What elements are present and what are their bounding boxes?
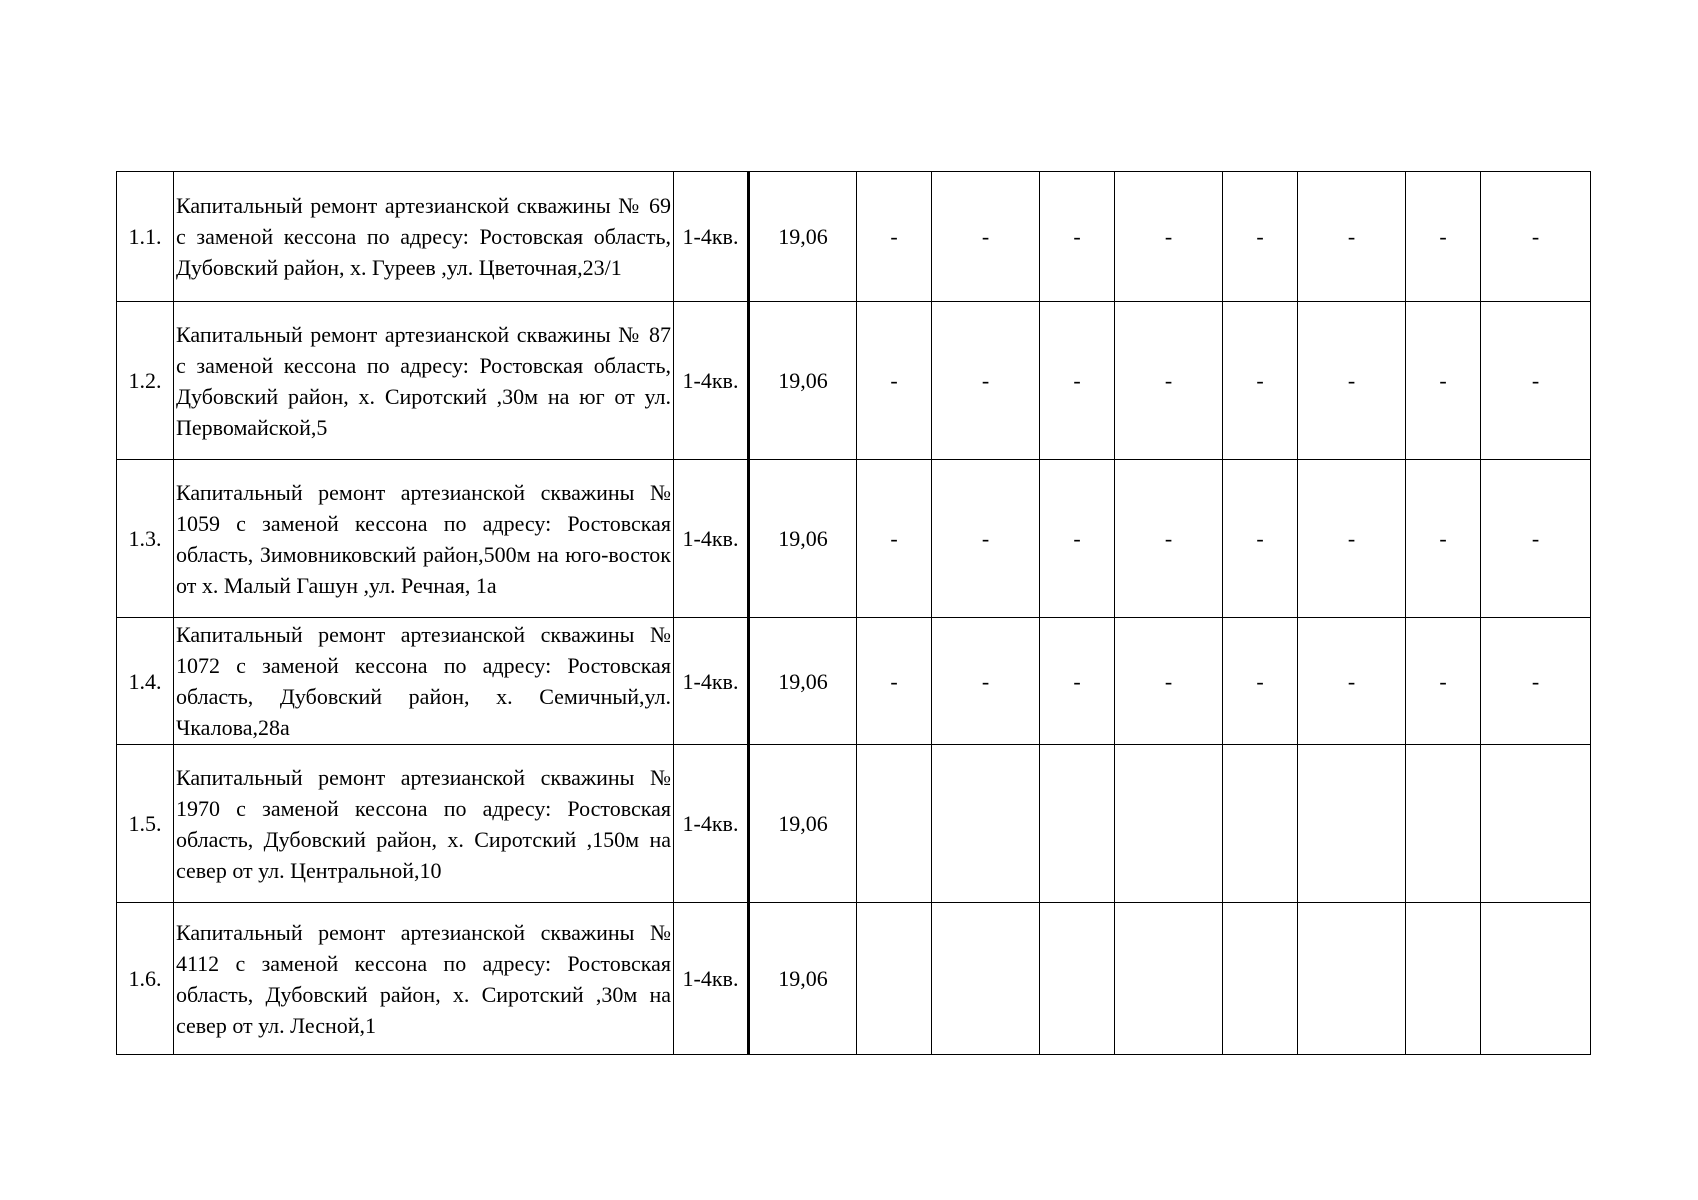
row-value-cell — [1223, 745, 1298, 903]
row-value-cell — [1115, 745, 1223, 903]
row-value-cell: - — [857, 302, 932, 460]
row-value-cell — [932, 745, 1040, 903]
row-value-cell — [1298, 745, 1406, 903]
row-amount-cell: 19,06 — [749, 745, 857, 903]
row-period-cell: 1-4кв. — [674, 302, 749, 460]
row-value-cell: - — [1223, 302, 1298, 460]
row-value-cell: - — [857, 460, 932, 618]
row-value-cell — [1298, 903, 1406, 1055]
row-value-cell — [1406, 745, 1481, 903]
row-description-cell: Капитальный ремонт артезианской скважины № 1059 с заменой кессона по адресу: Ростовская область, Зимовниковский район,500м на юго-восток от х. Малый Гашун ,ул. Речная, 1а — [174, 460, 674, 618]
row-period-cell: 1-4кв. — [674, 903, 749, 1055]
row-number-cell: 1.3. — [117, 460, 174, 618]
row-value-cell: - — [1298, 618, 1406, 745]
row-amount-cell: 19,06 — [749, 460, 857, 618]
row-number-cell: 1.5. — [117, 745, 174, 903]
row-value-cell: - — [1298, 302, 1406, 460]
table-row — [117, 618, 1591, 745]
row-value-cell — [1040, 745, 1115, 903]
row-value-cell — [1481, 745, 1591, 903]
row-value-cell: - — [1406, 302, 1481, 460]
row-amount-cell: 19,06 — [749, 302, 857, 460]
row-value-cell: - — [1115, 618, 1223, 745]
table-row — [117, 302, 1591, 460]
row-amount-cell: 19,06 — [749, 618, 857, 745]
row-description-cell: Капитальный ремонт артезианской скважины № 1072 с заменой кессона по адресу: Ростовская область, Дубовский район, х. Семичный,ул. Чкалова,28а — [174, 618, 674, 745]
row-value-cell: - — [1115, 460, 1223, 618]
works-table — [116, 171, 1591, 1055]
row-value-cell: - — [857, 172, 932, 302]
row-period-cell: 1-4кв. — [674, 460, 749, 618]
row-value-cell: - — [932, 460, 1040, 618]
row-value-cell: - — [1406, 172, 1481, 302]
row-value-cell: - — [1223, 618, 1298, 745]
row-value-cell: - — [1481, 460, 1591, 618]
row-value-cell — [1406, 903, 1481, 1055]
row-value-cell — [857, 903, 932, 1055]
row-period-cell: 1-4кв. — [674, 172, 749, 302]
table-row — [117, 460, 1591, 618]
row-value-cell: - — [1040, 460, 1115, 618]
row-value-cell: - — [1298, 172, 1406, 302]
row-description-cell: Капитальный ремонт артезианской скважины № 4112 с заменой кессона по адресу: Ростовская область, Дубовский район, х. Сиротский ,30м на север от ул. Лесной,1 — [174, 903, 674, 1055]
row-value-cell: - — [1040, 618, 1115, 745]
row-value-cell: - — [1298, 460, 1406, 618]
row-value-cell: - — [1406, 460, 1481, 618]
row-value-cell: - — [1406, 618, 1481, 745]
table-body — [117, 172, 1591, 1055]
row-value-cell: - — [1481, 172, 1591, 302]
row-number-cell: 1.1. — [117, 172, 174, 302]
row-amount-cell: 19,06 — [749, 903, 857, 1055]
row-value-cell: - — [1481, 618, 1591, 745]
row-value-cell: - — [1223, 460, 1298, 618]
row-value-cell: - — [1115, 172, 1223, 302]
row-number-cell: 1.4. — [117, 618, 174, 745]
row-value-cell — [857, 745, 932, 903]
row-number-cell: 1.2. — [117, 302, 174, 460]
table-row — [117, 172, 1591, 302]
row-amount-cell: 19,06 — [749, 172, 857, 302]
row-value-cell: - — [932, 172, 1040, 302]
row-value-cell: - — [1040, 172, 1115, 302]
row-value-cell: - — [932, 618, 1040, 745]
row-value-cell: - — [1223, 172, 1298, 302]
row-number-cell: 1.6. — [117, 903, 174, 1055]
row-description-cell: Капитальный ремонт артезианской скважины № 87 с заменой кессона по адресу: Ростовская область, Дубовский район, х. Сиротский ,30м на юг от ул. Первомайской,5 — [174, 302, 674, 460]
row-value-cell — [932, 903, 1040, 1055]
row-period-cell: 1-4кв. — [674, 745, 749, 903]
row-period-cell: 1-4кв. — [674, 618, 749, 745]
row-value-cell — [1481, 903, 1591, 1055]
row-value-cell: - — [1115, 302, 1223, 460]
row-description-cell: Капитальный ремонт артезианской скважины № 69 с заменой кессона по адресу: Ростовская область, Дубовский район, х. Гуреев ,ул. Цветочная,23/1 — [174, 172, 674, 302]
row-value-cell — [1223, 903, 1298, 1055]
row-value-cell: - — [1481, 302, 1591, 460]
row-value-cell — [1040, 903, 1115, 1055]
table-row — [117, 745, 1591, 903]
row-value-cell: - — [932, 302, 1040, 460]
row-value-cell: - — [857, 618, 932, 745]
row-value-cell: - — [1040, 302, 1115, 460]
table-row — [117, 903, 1591, 1055]
row-description-cell: Капитальный ремонт артезианской скважины № 1970 с заменой кессона по адресу: Ростовская область, Дубовский район, х. Сиротский ,150м на север от ул. Центральной,10 — [174, 745, 674, 903]
row-value-cell — [1115, 903, 1223, 1055]
